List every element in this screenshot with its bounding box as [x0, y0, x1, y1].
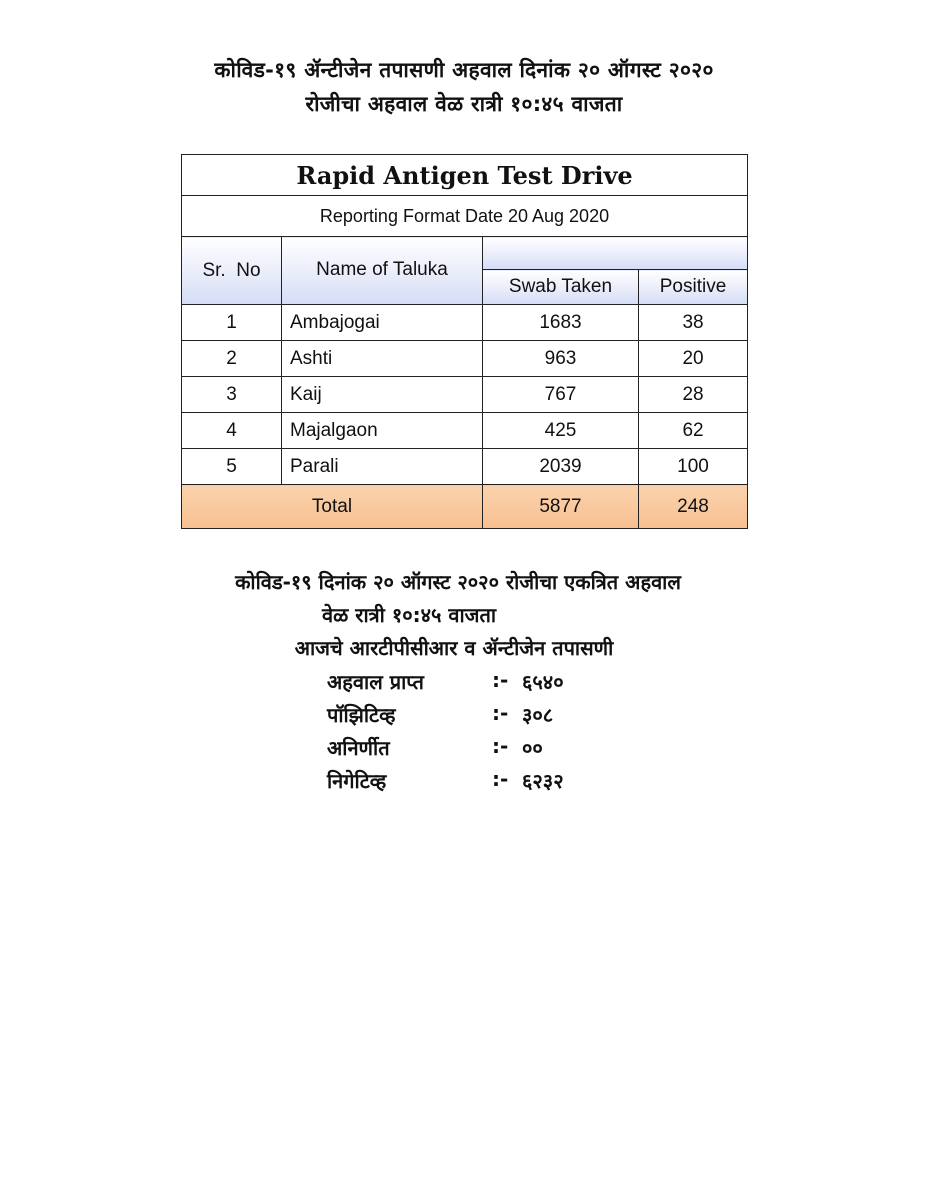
table-subtitle: Reporting Format Date 20 Aug 2020 — [182, 196, 748, 237]
summary-item-label: पॉझिटिव्ह — [327, 703, 396, 727]
row-taluka: Majalgaon — [282, 413, 483, 449]
table-row — [182, 377, 748, 413]
row-swab-taken: 1683 — [483, 305, 639, 341]
summary-heading-line-3: आजचे आरटीपीसीआर व ॲन्टीजेन तपासणी — [294, 636, 614, 660]
summary-item-separator: :- — [492, 668, 509, 692]
summary-item-value: ०० — [522, 736, 543, 760]
row-swab-taken: 2039 — [483, 449, 639, 485]
row-positive: 38 — [639, 305, 748, 341]
summary-item-separator: :- — [492, 734, 509, 758]
row-positive: 100 — [639, 449, 748, 485]
summary-item-label: अनिर्णीत — [327, 736, 390, 760]
report-heading-line-1: कोविड-१९ ॲन्टीजेन तपासणी अहवाल दिनांक २० ऑगस्ट २०२० — [214, 58, 714, 82]
summary-heading-line-1: कोविड-१९ दिनांक २० ऑगस्ट २०२० रोजीचा एकत्रित अहवाल — [235, 570, 681, 594]
header-group-blank — [483, 237, 748, 270]
row-sr-no: 3 — [182, 377, 282, 413]
table-row — [182, 341, 748, 377]
total-swab-taken: 5877 — [483, 485, 639, 529]
summary-item-separator: :- — [492, 701, 509, 725]
row-swab-taken: 767 — [483, 377, 639, 413]
total-positive: 248 — [639, 485, 748, 529]
report-heading-line-2: रोजीचा अहवाल वेळ रात्री १०:४५ वाजता — [305, 92, 623, 116]
row-sr-no: 4 — [182, 413, 282, 449]
table-row — [182, 449, 748, 485]
table-title: Rapid Antigen Test Drive — [182, 155, 748, 196]
row-sr-no: 2 — [182, 341, 282, 377]
row-swab-taken: 963 — [483, 341, 639, 377]
row-positive: 28 — [639, 377, 748, 413]
header-positive: Positive — [639, 270, 748, 305]
summary-item-label: निगेटिव्ह — [327, 769, 387, 793]
row-positive: 20 — [639, 341, 748, 377]
summary-heading-line-2: वेळ रात्री १०:४५ वाजता — [322, 603, 497, 627]
row-swab-taken: 425 — [483, 413, 639, 449]
header-taluka: Name of Taluka — [282, 237, 483, 305]
total-label: Total — [182, 485, 483, 529]
row-taluka: Ashti — [282, 341, 483, 377]
row-sr-no: 5 — [182, 449, 282, 485]
summary-item-value: ६५४० — [522, 670, 564, 694]
summary-item-value: ३०८ — [522, 703, 554, 727]
header-sr-no: Sr. No — [182, 237, 282, 305]
row-positive: 62 — [639, 413, 748, 449]
header-swab-taken: Swab Taken — [483, 270, 639, 305]
row-taluka: Kaij — [282, 377, 483, 413]
summary-item-value: ६२३२ — [522, 769, 564, 793]
table-row — [182, 305, 748, 341]
row-taluka: Parali — [282, 449, 483, 485]
summary-item-separator: :- — [492, 767, 509, 791]
summary-item-label: अहवाल प्राप्त — [327, 670, 424, 694]
row-sr-no: 1 — [182, 305, 282, 341]
antigen-test-table — [181, 154, 748, 529]
row-taluka: Ambajogai — [282, 305, 483, 341]
total-row — [182, 485, 748, 529]
table-row — [182, 413, 748, 449]
